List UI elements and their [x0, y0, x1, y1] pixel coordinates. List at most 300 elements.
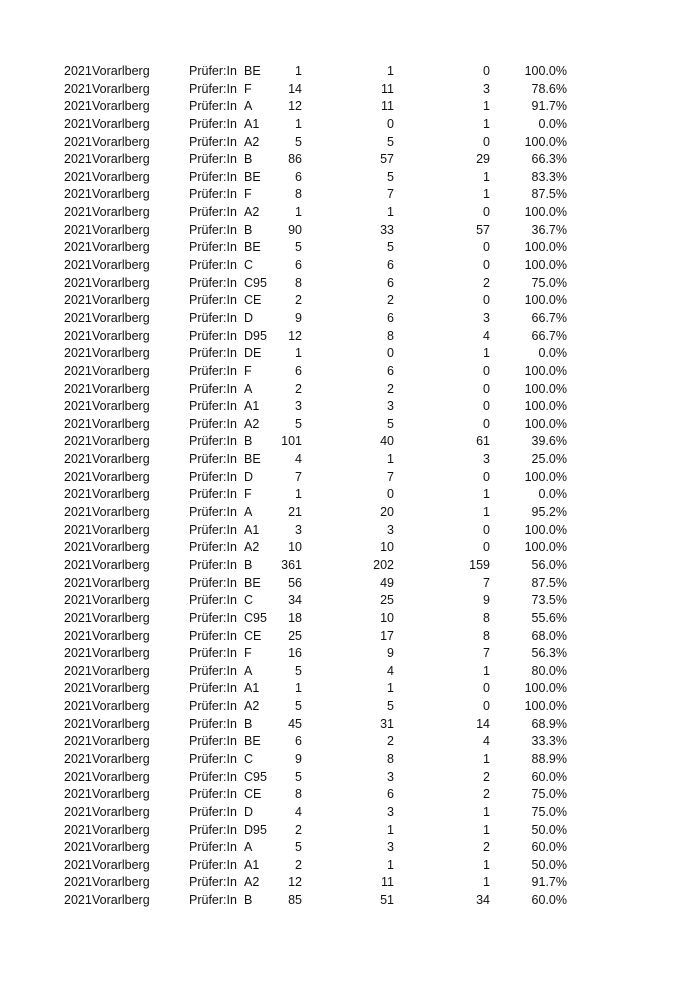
total-count-cell: 86	[288, 152, 302, 167]
failed-count-cell: 14	[476, 716, 490, 731]
pass-rate-cell: 100.0%	[524, 540, 567, 555]
role-cell: Prüfer:In	[189, 575, 237, 590]
total-count-cell: 6	[295, 363, 302, 378]
state-cell: Vorarlberg	[92, 469, 150, 484]
passed-count-cell: 17	[380, 628, 394, 643]
failed-count-cell: 0	[483, 399, 490, 414]
total-count-cell: 3	[295, 399, 302, 414]
year-cell: 2021	[64, 240, 92, 255]
passed-count-cell: 6	[387, 310, 394, 325]
passed-count-cell: 1	[387, 857, 394, 872]
failed-count-cell: 0	[483, 381, 490, 396]
year-cell: 2021	[64, 205, 92, 220]
failed-count-cell: 0	[483, 681, 490, 696]
license-class-cell: D95	[244, 822, 267, 837]
license-class-cell: A1	[244, 857, 260, 872]
failed-count-cell: 1	[483, 346, 490, 361]
state-cell: Vorarlberg	[92, 734, 150, 749]
pass-rate-cell: 50.0%	[531, 857, 567, 872]
license-class-cell: C	[244, 593, 254, 608]
pass-rate-cell: 56.3%	[531, 646, 567, 661]
table-row	[0, 645, 700, 663]
role-cell: Prüfer:In	[189, 99, 237, 114]
failed-count-cell: 1	[483, 487, 490, 502]
failed-count-cell: 0	[483, 240, 490, 255]
pass-rate-cell: 55.6%	[531, 610, 567, 625]
passed-count-cell: 3	[387, 522, 394, 537]
table-row	[0, 169, 700, 187]
passed-count-cell: 3	[387, 399, 394, 414]
role-cell: Prüfer:In	[189, 769, 237, 784]
passed-count-cell: 1	[387, 64, 394, 78]
pass-rate-cell: 60.0%	[531, 840, 567, 855]
total-count-cell: 5	[295, 699, 302, 714]
year-cell: 2021	[64, 857, 92, 872]
total-count-cell: 16	[288, 646, 302, 661]
table-row	[0, 363, 700, 381]
license-class-cell: A	[244, 663, 253, 678]
pass-rate-cell: 100.0%	[524, 293, 567, 308]
license-class-cell: A	[244, 840, 253, 855]
total-count-cell: 5	[295, 134, 302, 149]
pass-rate-cell: 87.5%	[531, 187, 567, 202]
passed-count-cell: 6	[387, 258, 394, 273]
year-cell: 2021	[64, 152, 92, 167]
year-cell: 2021	[64, 416, 92, 431]
passed-count-cell: 40	[380, 434, 394, 449]
total-count-cell: 5	[295, 769, 302, 784]
pass-rate-cell: 0.0%	[538, 487, 567, 502]
passed-count-cell: 0	[387, 346, 394, 361]
state-cell: Vorarlberg	[92, 293, 150, 308]
table-row	[0, 116, 700, 134]
year-cell: 2021	[64, 804, 92, 819]
failed-count-cell: 2	[483, 787, 490, 802]
total-count-cell: 14	[288, 81, 302, 96]
license-class-cell: A2	[244, 875, 260, 890]
passed-count-cell: 33	[380, 222, 394, 237]
year-cell: 2021	[64, 99, 92, 114]
table-row	[0, 857, 700, 875]
failed-count-cell: 3	[483, 452, 490, 467]
passed-count-cell: 11	[381, 875, 394, 890]
role-cell: Prüfer:In	[189, 716, 237, 731]
passed-count-cell: 0	[387, 116, 394, 131]
table-row	[0, 874, 700, 892]
state-cell: Vorarlberg	[92, 663, 150, 678]
table-row	[0, 63, 700, 81]
failed-count-cell: 8	[483, 628, 490, 643]
state-cell: Vorarlberg	[92, 593, 150, 608]
passed-count-cell: 1	[387, 205, 394, 220]
pass-rate-cell: 100.0%	[524, 699, 567, 714]
role-cell: Prüfer:In	[189, 64, 237, 78]
state-cell: Vorarlberg	[92, 575, 150, 590]
license-class-cell: BE	[244, 240, 261, 255]
total-count-cell: 6	[295, 258, 302, 273]
failed-count-cell: 0	[483, 205, 490, 220]
table-row	[0, 433, 700, 451]
total-count-cell: 7	[295, 469, 302, 484]
pass-rate-cell: 100.0%	[524, 469, 567, 484]
license-class-cell: A2	[244, 416, 260, 431]
passed-count-cell: 202	[373, 557, 394, 572]
role-cell: Prüfer:In	[189, 646, 237, 661]
failed-count-cell: 3	[483, 310, 490, 325]
failed-count-cell: 9	[483, 593, 490, 608]
role-cell: Prüfer:In	[189, 822, 237, 837]
total-count-cell: 25	[288, 628, 302, 643]
table-row	[0, 892, 700, 910]
state-cell: Vorarlberg	[92, 134, 150, 149]
total-count-cell: 2	[295, 381, 302, 396]
total-count-cell: 4	[295, 804, 302, 819]
state-cell: Vorarlberg	[92, 222, 150, 237]
total-count-cell: 9	[295, 310, 302, 325]
role-cell: Prüfer:In	[189, 275, 237, 290]
table-row	[0, 769, 700, 787]
license-class-cell: CE	[244, 628, 262, 643]
year-cell: 2021	[64, 399, 92, 414]
total-count-cell: 101	[281, 434, 302, 449]
state-cell: Vorarlberg	[92, 328, 150, 343]
role-cell: Prüfer:In	[189, 663, 237, 678]
failed-count-cell: 7	[483, 575, 490, 590]
year-cell: 2021	[64, 840, 92, 855]
table-row	[0, 328, 700, 346]
total-count-cell: 8	[295, 787, 302, 802]
pass-rate-cell: 88.9%	[531, 751, 567, 766]
license-class-cell: BE	[244, 169, 261, 184]
pass-rate-cell: 100.0%	[524, 258, 567, 273]
passed-count-cell: 7	[387, 187, 394, 202]
failed-count-cell: 0	[483, 134, 490, 149]
passed-count-cell: 51	[380, 893, 394, 908]
role-cell: Prüfer:In	[189, 381, 237, 396]
year-cell: 2021	[64, 328, 92, 343]
failed-count-cell: 1	[483, 663, 490, 678]
license-class-cell: F	[244, 646, 252, 661]
state-cell: Vorarlberg	[92, 610, 150, 625]
pass-rate-cell: 100.0%	[524, 363, 567, 378]
table-row	[0, 680, 700, 698]
total-count-cell: 5	[295, 416, 302, 431]
pass-rate-cell: 60.0%	[531, 769, 567, 784]
failed-count-cell: 0	[483, 540, 490, 555]
table-row	[0, 186, 700, 204]
passed-count-cell: 2	[387, 293, 394, 308]
table-row	[0, 345, 700, 363]
passed-count-cell: 3	[387, 769, 394, 784]
passed-count-cell: 1	[387, 452, 394, 467]
state-cell: Vorarlberg	[92, 522, 150, 537]
role-cell: Prüfer:In	[189, 699, 237, 714]
state-cell: Vorarlberg	[92, 505, 150, 520]
total-count-cell: 12	[288, 99, 302, 114]
license-class-cell: C95	[244, 769, 267, 784]
license-class-cell: B	[244, 893, 253, 908]
year-cell: 2021	[64, 663, 92, 678]
year-cell: 2021	[64, 452, 92, 467]
role-cell: Prüfer:In	[189, 840, 237, 855]
passed-count-cell: 49	[380, 575, 394, 590]
year-cell: 2021	[64, 505, 92, 520]
pass-rate-cell: 95.2%	[531, 505, 567, 520]
state-cell: Vorarlberg	[92, 540, 150, 555]
role-cell: Prüfer:In	[189, 540, 237, 555]
total-count-cell: 2	[295, 822, 302, 837]
table-row	[0, 592, 700, 610]
total-count-cell: 1	[295, 681, 302, 696]
role-cell: Prüfer:In	[189, 610, 237, 625]
year-cell: 2021	[64, 381, 92, 396]
year-cell: 2021	[64, 346, 92, 361]
table-row	[0, 786, 700, 804]
role-cell: Prüfer:In	[189, 258, 237, 273]
total-count-cell: 90	[288, 222, 302, 237]
year-cell: 2021	[64, 487, 92, 502]
pass-rate-cell: 68.9%	[531, 716, 567, 731]
table-row	[0, 698, 700, 716]
pass-rate-cell: 100.0%	[524, 381, 567, 396]
state-cell: Vorarlberg	[92, 258, 150, 273]
state-cell: Vorarlberg	[92, 363, 150, 378]
failed-count-cell: 1	[483, 169, 490, 184]
passed-count-cell: 31	[380, 716, 394, 731]
role-cell: Prüfer:In	[189, 875, 237, 890]
pass-rate-cell: 50.0%	[531, 822, 567, 837]
pass-rate-cell: 100.0%	[524, 681, 567, 696]
year-cell: 2021	[64, 575, 92, 590]
failed-count-cell: 1	[483, 875, 490, 890]
year-cell: 2021	[64, 893, 92, 908]
license-class-cell: C	[244, 751, 254, 766]
pass-rate-cell: 66.7%	[531, 328, 567, 343]
passed-count-cell: 6	[387, 787, 394, 802]
table-row	[0, 257, 700, 275]
total-count-cell: 18	[288, 610, 302, 625]
license-class-cell: B	[244, 434, 253, 449]
table-row	[0, 239, 700, 257]
table-row	[0, 557, 700, 575]
license-class-cell: BE	[244, 64, 261, 78]
pass-rate-cell: 66.7%	[531, 310, 567, 325]
passed-count-cell: 7	[387, 469, 394, 484]
passed-count-cell: 11	[381, 81, 394, 96]
table-row	[0, 716, 700, 734]
state-cell: Vorarlberg	[92, 646, 150, 661]
table-row	[0, 134, 700, 152]
failed-count-cell: 1	[483, 505, 490, 520]
total-count-cell: 5	[295, 663, 302, 678]
pass-rate-cell: 25.0%	[531, 452, 567, 467]
year-cell: 2021	[64, 522, 92, 537]
year-cell: 2021	[64, 116, 92, 131]
year-cell: 2021	[64, 187, 92, 202]
passed-count-cell: 5	[387, 169, 394, 184]
table-row	[0, 504, 700, 522]
state-cell: Vorarlberg	[92, 557, 150, 572]
state-cell: Vorarlberg	[92, 893, 150, 908]
year-cell: 2021	[64, 716, 92, 731]
pass-rate-cell: 91.7%	[531, 875, 567, 890]
failed-count-cell: 1	[483, 804, 490, 819]
failed-count-cell: 0	[483, 699, 490, 714]
role-cell: Prüfer:In	[189, 293, 237, 308]
total-count-cell: 1	[295, 205, 302, 220]
year-cell: 2021	[64, 469, 92, 484]
year-cell: 2021	[64, 81, 92, 96]
failed-count-cell: 0	[483, 416, 490, 431]
table-row	[0, 610, 700, 628]
role-cell: Prüfer:In	[189, 593, 237, 608]
year-cell: 2021	[64, 134, 92, 149]
license-class-cell: D95	[244, 328, 267, 343]
state-cell: Vorarlberg	[92, 64, 150, 78]
failed-count-cell: 0	[483, 293, 490, 308]
state-cell: Vorarlberg	[92, 822, 150, 837]
table-row	[0, 486, 700, 504]
failed-count-cell: 2	[483, 769, 490, 784]
total-count-cell: 6	[295, 169, 302, 184]
pass-rate-cell: 73.5%	[531, 593, 567, 608]
year-cell: 2021	[64, 593, 92, 608]
license-class-cell: A2	[244, 540, 260, 555]
failed-count-cell: 0	[483, 469, 490, 484]
failed-count-cell: 1	[483, 116, 490, 131]
failed-count-cell: 8	[483, 610, 490, 625]
year-cell: 2021	[64, 169, 92, 184]
table-row	[0, 151, 700, 169]
failed-count-cell: 57	[476, 222, 490, 237]
state-cell: Vorarlberg	[92, 699, 150, 714]
pass-rate-cell: 68.0%	[531, 628, 567, 643]
license-class-cell: D	[244, 469, 254, 484]
role-cell: Prüfer:In	[189, 469, 237, 484]
role-cell: Prüfer:In	[189, 452, 237, 467]
year-cell: 2021	[64, 275, 92, 290]
state-cell: Vorarlberg	[92, 875, 150, 890]
failed-count-cell: 4	[483, 734, 490, 749]
state-cell: Vorarlberg	[92, 399, 150, 414]
table-row	[0, 804, 700, 822]
state-cell: Vorarlberg	[92, 434, 150, 449]
total-count-cell: 8	[295, 187, 302, 202]
year-cell: 2021	[64, 540, 92, 555]
total-count-cell: 34	[288, 593, 302, 608]
state-cell: Vorarlberg	[92, 205, 150, 220]
license-class-cell: C95	[244, 275, 267, 290]
state-cell: Vorarlberg	[92, 628, 150, 643]
passed-count-cell: 57	[380, 152, 394, 167]
year-cell: 2021	[64, 310, 92, 325]
failed-count-cell: 1	[483, 751, 490, 766]
total-count-cell: 2	[295, 857, 302, 872]
state-cell: Vorarlberg	[92, 857, 150, 872]
pass-rate-cell: 100.0%	[524, 205, 567, 220]
passed-count-cell: 5	[387, 134, 394, 149]
state-cell: Vorarlberg	[92, 804, 150, 819]
license-class-cell: A1	[244, 522, 260, 537]
pass-rate-cell: 60.0%	[531, 893, 567, 908]
role-cell: Prüfer:In	[189, 81, 237, 96]
role-cell: Prüfer:In	[189, 346, 237, 361]
year-cell: 2021	[64, 875, 92, 890]
table-row	[0, 398, 700, 416]
license-class-cell: BE	[244, 734, 261, 749]
pass-rate-cell: 78.6%	[531, 81, 567, 96]
role-cell: Prüfer:In	[189, 399, 237, 414]
role-cell: Prüfer:In	[189, 681, 237, 696]
failed-count-cell: 7	[483, 646, 490, 661]
pass-rate-cell: 83.3%	[531, 169, 567, 184]
license-class-cell: B	[244, 716, 253, 731]
failed-count-cell: 0	[483, 258, 490, 273]
total-count-cell: 1	[295, 64, 302, 78]
state-cell: Vorarlberg	[92, 346, 150, 361]
role-cell: Prüfer:In	[189, 893, 237, 908]
failed-count-cell: 3	[483, 81, 490, 96]
role-cell: Prüfer:In	[189, 134, 237, 149]
total-count-cell: 3	[295, 522, 302, 537]
passed-count-cell: 10	[380, 540, 394, 555]
license-class-cell: C	[244, 258, 254, 273]
table-row	[0, 751, 700, 769]
table-row	[0, 310, 700, 328]
failed-count-cell: 0	[483, 64, 490, 78]
license-class-cell: B	[244, 557, 253, 572]
table-row	[0, 539, 700, 557]
role-cell: Prüfer:In	[189, 116, 237, 131]
pass-rate-cell: 100.0%	[524, 240, 567, 255]
license-class-cell: BE	[244, 452, 261, 467]
role-cell: Prüfer:In	[189, 169, 237, 184]
table-row	[0, 628, 700, 646]
failed-count-cell: 1	[483, 822, 490, 837]
total-count-cell: 12	[288, 328, 302, 343]
table-row	[0, 822, 700, 840]
state-cell: Vorarlberg	[92, 169, 150, 184]
total-count-cell: 1	[295, 487, 302, 502]
pass-rate-cell: 36.7%	[531, 222, 567, 237]
license-class-cell: BE	[244, 575, 261, 590]
table-row	[0, 204, 700, 222]
state-cell: Vorarlberg	[92, 840, 150, 855]
role-cell: Prüfer:In	[189, 434, 237, 449]
state-cell: Vorarlberg	[92, 769, 150, 784]
table-row	[0, 292, 700, 310]
failed-count-cell: 61	[476, 434, 490, 449]
state-cell: Vorarlberg	[92, 487, 150, 502]
license-class-cell: B	[244, 222, 253, 237]
table-row	[0, 839, 700, 857]
total-count-cell: 85	[288, 893, 302, 908]
total-count-cell: 1	[295, 116, 302, 131]
pass-rate-cell: 100.0%	[524, 416, 567, 431]
role-cell: Prüfer:In	[189, 734, 237, 749]
license-class-cell: C95	[244, 610, 267, 625]
role-cell: Prüfer:In	[189, 751, 237, 766]
passed-count-cell: 5	[387, 240, 394, 255]
passed-count-cell: 6	[387, 275, 394, 290]
license-class-cell: DE	[244, 346, 262, 361]
passed-count-cell: 2	[387, 381, 394, 396]
total-count-cell: 56	[288, 575, 302, 590]
pass-rate-cell: 87.5%	[531, 575, 567, 590]
license-class-cell: A	[244, 505, 253, 520]
pass-rate-cell: 33.3%	[531, 734, 567, 749]
passed-count-cell: 8	[387, 751, 394, 766]
